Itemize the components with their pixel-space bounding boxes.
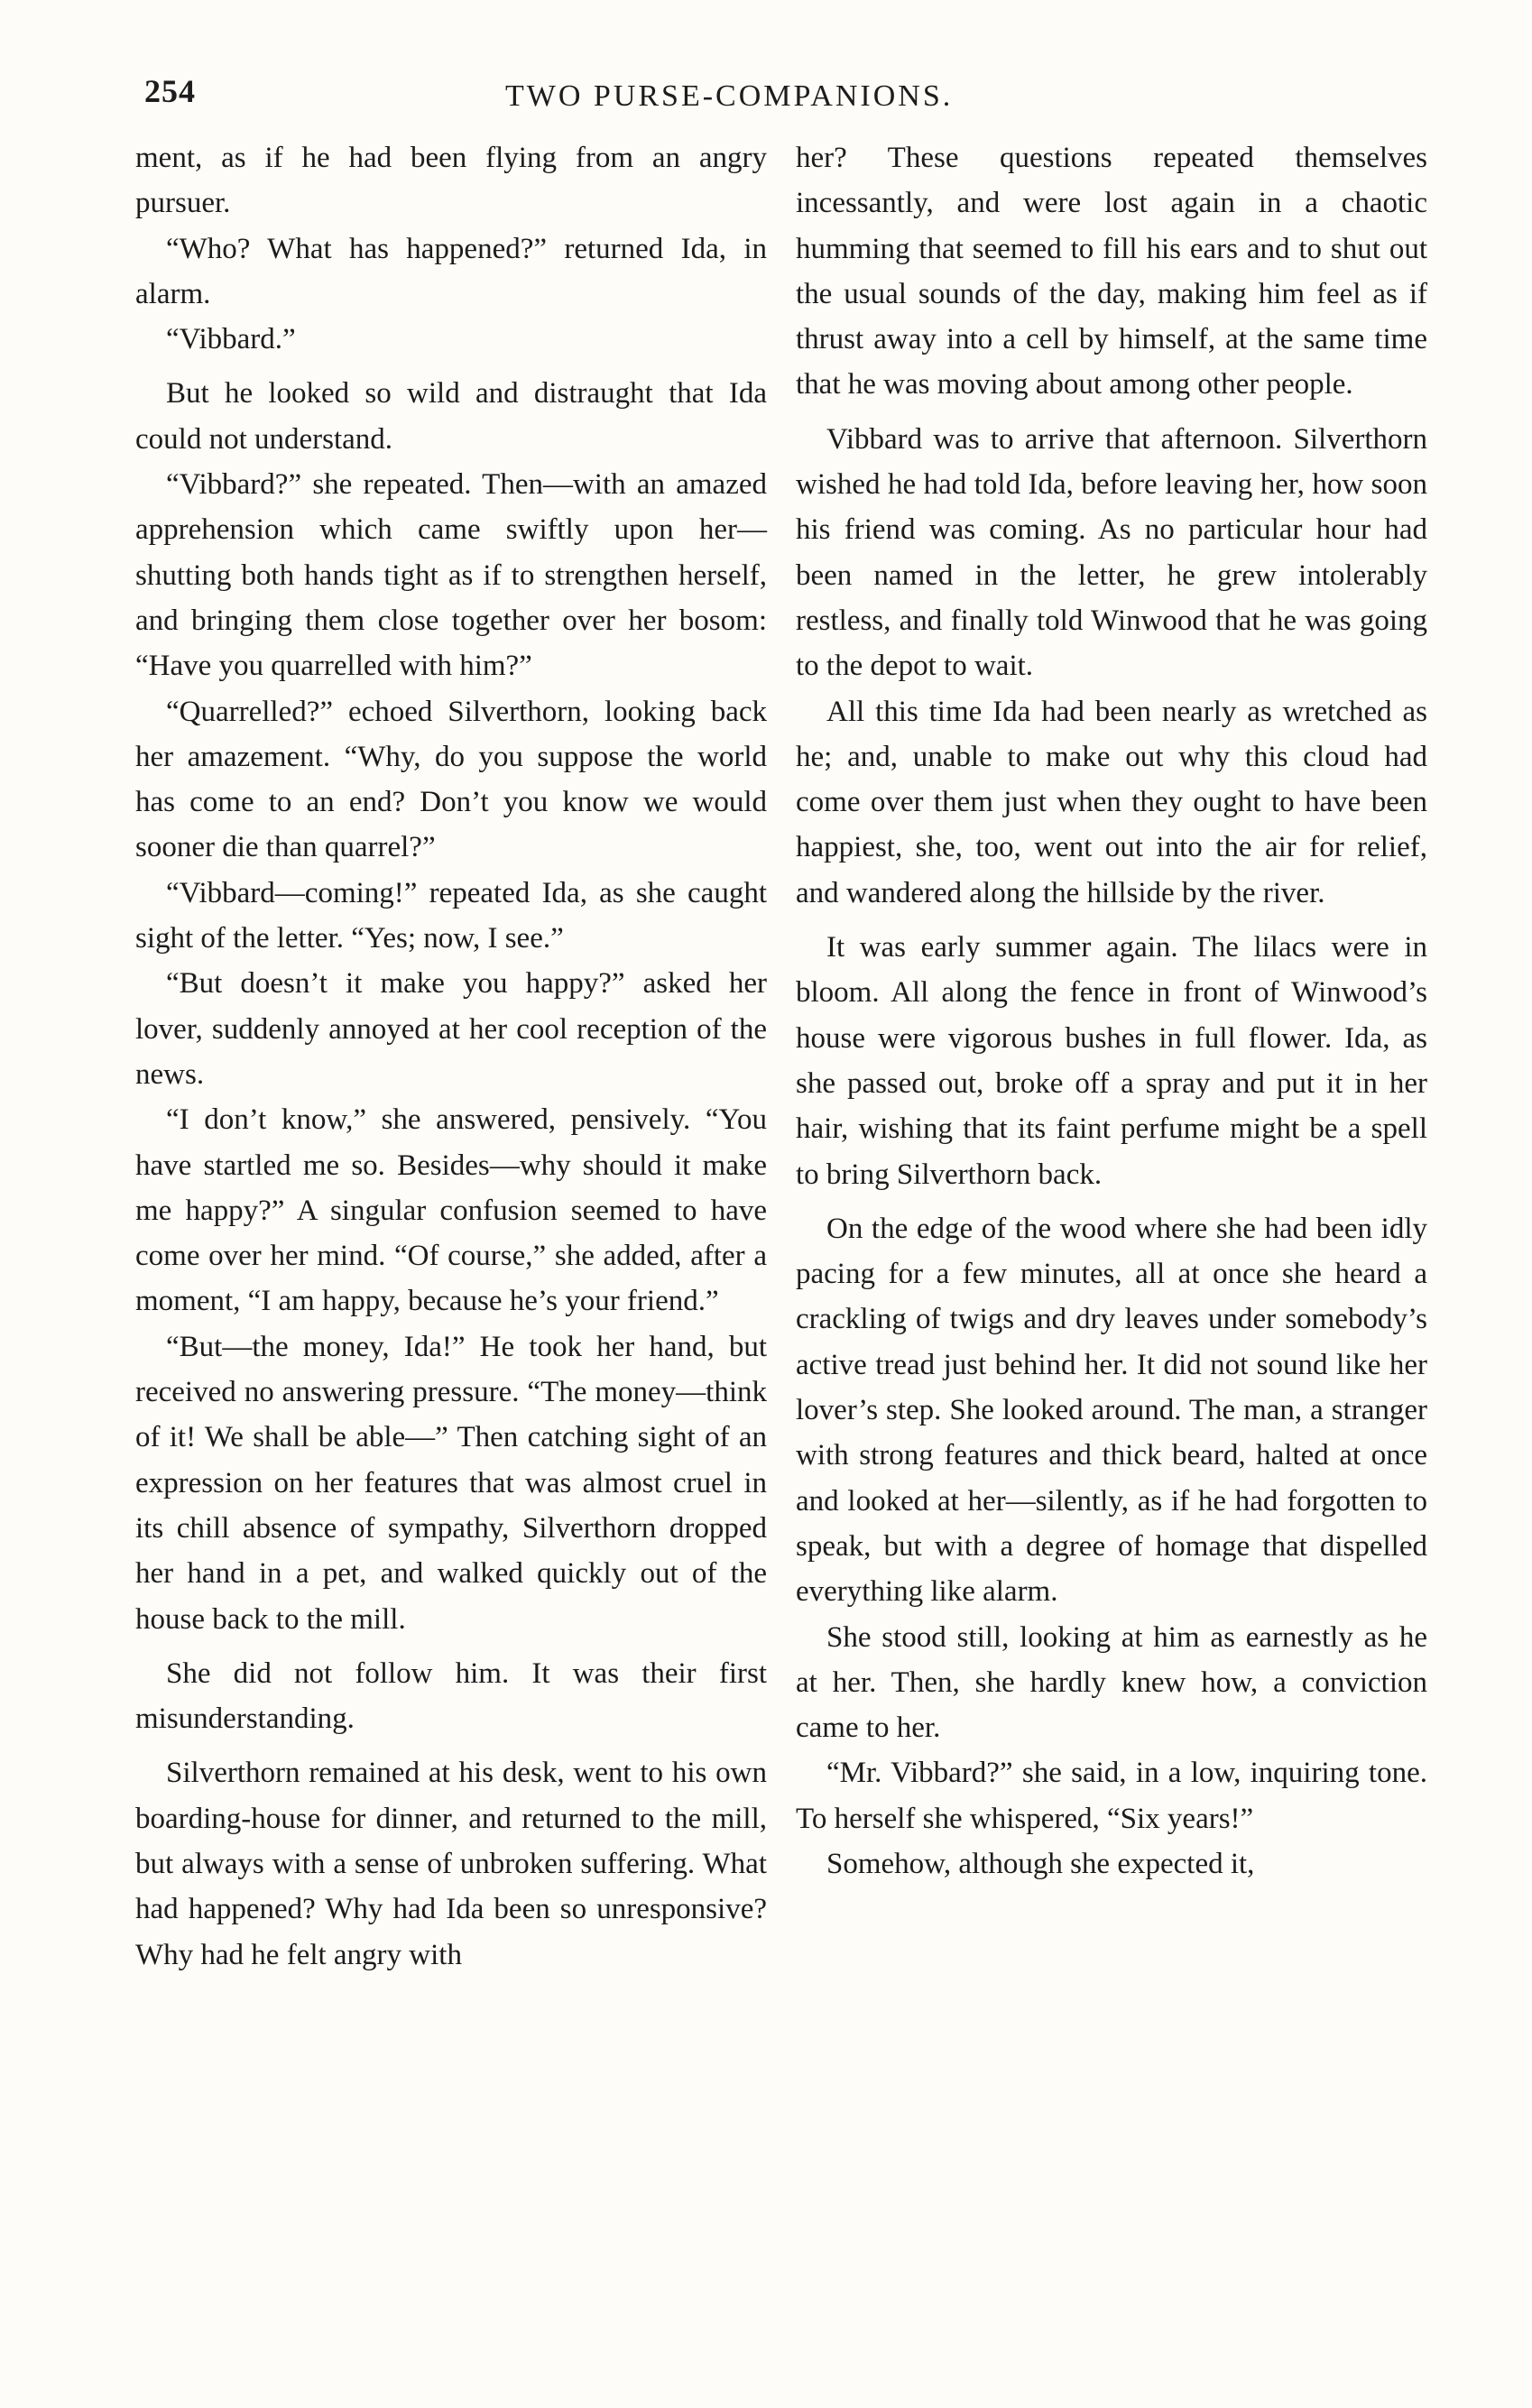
- paragraph: ment, as if he had been flying from an angry pursuer.: [135, 142, 767, 220]
- paragraph: She did not follow him. It was their first misunderstanding.: [135, 1656, 767, 1736]
- paragraph: “Quarrelled?” echoed Silverthorn, looking back her amazement. “Why, do you suppose the world has come to an end? Don’t you know we would sooner die than quarrel?”: [135, 695, 767, 864]
- paragraph: Vibbard was to arrive that afternoon. Silverthorn wished he had told Ida, before leaving her, how soon his friend was coming. As no particular hour had been named in the letter, he grew intolerably restless, and finally told Winwood that he was going to the depot to wait.: [796, 422, 1427, 683]
- paragraph: All this time Ida had been nearly as wretched as he; and, unable to make out why this cloud had come over them just when they ought to have been happiest, she, too, went out into the air for relief, and wandered along the hillside by the river.: [796, 695, 1427, 909]
- page-number: 254: [144, 73, 196, 109]
- paragraph: “Mr. Vibbard?” she said, in a low, inquiring tone. To herself she whispered, “Six years!”: [796, 1757, 1427, 1835]
- left-column: [135, 135, 767, 1978]
- paragraph: It was early summer again. The lilacs were in bloom. All along the fence in front of Winwood’s house were vigorous bushes in full flower. Ida, as she passed out, broke off a spray and put it in her hair, wishing that its faint perfume might be a spell to bring Silverthorn back.: [796, 931, 1427, 1191]
- paragraph: Silverthorn remained at his desk, went to his own boarding-house for dinner, and returned to the mill, but always with a sense of unbroken suffering. What had happened? Why had Ida been so unresponsive? Why had he felt angry with: [135, 1757, 767, 1971]
- paragraph: “I don’t know,” she answered, pensively. “You have startled me so. Besides—why should it make me happy?” A singular confusion seemed to have come over her mind. “Of course,” she added, after a moment, “I am happy, because he’s your friend.”: [135, 1103, 767, 1318]
- paragraph: “Vibbard.”: [166, 323, 296, 356]
- paragraph: On the edge of the wood where she had been idly pacing for a few minutes, all at once she heard a crackling of twigs and dry leaves under somebody’s active tread just behind her. It did not sound like her lover’s step. She looked around. The man, a stranger with strong features and thick beard, halted at once and looked at her—silently, as if he had forgotten to speak, but with a degree of homage that dispelled everything like alarm.: [796, 1212, 1427, 1609]
- page-header: [0, 72, 1532, 126]
- paragraph: “But doesn’t it make you happy?” asked her lover, suddenly annoyed at her cool reception of the news.: [135, 967, 767, 1091]
- paragraph: “Vibbard?” she repeated. Then—with an amazed apprehension which came swiftly upon her—shutting both hands tight as if to strengthen herself, and bringing them close together over her bosom: “Have you quarrelled with him?”: [135, 468, 767, 683]
- paragraph: “Vibbard—coming!” repeated Ida, as she caught sight of the letter. “Yes; now, I see.”: [135, 876, 767, 955]
- paragraph: “Who? What has happened?” returned Ida, in alarm.: [135, 232, 767, 310]
- running-title: TWO PURSE-COMPANIONS.: [505, 79, 954, 113]
- right-column: [796, 135, 1427, 1887]
- paragraph: “But—the money, Ida!” He took her hand, but received no answering pressure. “The money—think of it! We shall be able—” Then catching sight of an expression on her features that was almost cruel in its chill absence of sympathy, Silverthorn dropped her hand in a pet, and walked quickly out of the house back to the mill.: [135, 1330, 767, 1636]
- paragraph: Somehow, although she expected it,: [826, 1847, 1255, 1880]
- paragraph: But he looked so wild and distraught that Ida could not understand.: [135, 377, 767, 456]
- paragraph: her? These questions repeated themselves incessantly, and were lost again in a chaotic humming that seemed to fill his ears and to shut out the usual sounds of the day, making him feel as if thrust away into a cell by himself, at the same time that he was moving about among other people.: [796, 142, 1427, 401]
- paragraph: She stood still, looking at him as earnestly as he at her. Then, she hardly knew how, a conviction came to her.: [796, 1620, 1427, 1745]
